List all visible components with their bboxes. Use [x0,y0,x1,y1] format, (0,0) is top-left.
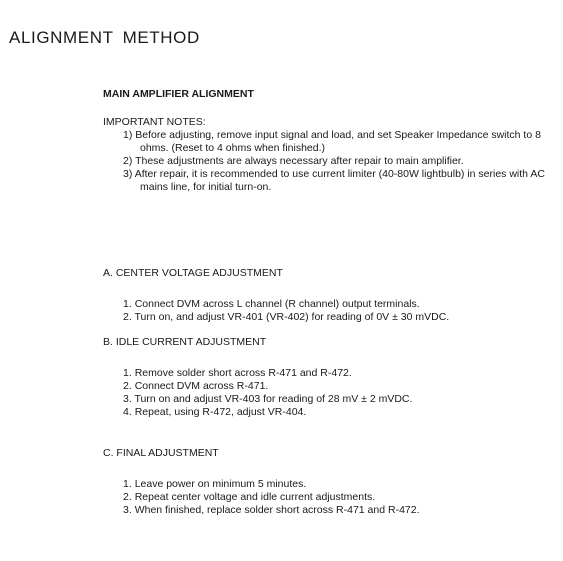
section-heading: A. CENTER VOLTAGE ADJUSTMENT [103,267,283,279]
step-item [103,380,412,393]
center-voltage-section [103,267,449,324]
step-item [103,311,449,324]
idle-current-section [103,336,412,419]
step-text: When finished, replace solder short across R-471 and R-472. [134,504,420,516]
step-number: 1. [123,478,132,490]
main-amplifier-heading: MAIN AMPLIFIER ALIGNMENT [103,88,254,100]
step-text: Leave power on minimum 5 minutes. [134,478,307,490]
step-item [103,504,420,517]
step-number: 2. [123,491,132,503]
steps-list [103,367,412,419]
step-number: 4. [123,406,132,418]
step-number: 1. [123,367,132,379]
note-item [103,129,563,155]
step-item [103,491,420,504]
step-text: Repeat center voltage and idle current adjustments. [134,491,376,503]
step-item [103,406,412,419]
step-text: Remove solder short across R-471 and R-472. [134,367,352,379]
step-item [103,298,449,311]
steps-list [103,298,449,324]
note-text: After repair, it is recommended to use current limiter (40-80W lightbulb) in series with AC mains line, for initial turn-on. [134,168,545,193]
step-number: 3. [123,393,132,405]
step-number: 2. [123,380,132,392]
step-text: Turn on, and adjust VR-401 (VR-402) for reading of 0V ± 30 mVDC. [134,311,450,323]
note-text: Before adjusting, remove input signal and load, and set Speaker Impedance switch to 8 ohms. (Reset to 4 ohms when finished.) [135,129,541,154]
step-text: Connect DVM across L channel (R channel) output terminals. [134,298,420,310]
note-number: 3) [123,168,133,180]
step-number: 3. [123,504,132,516]
step-number: 2. [123,311,132,323]
steps-list [103,478,420,517]
step-item [103,393,412,406]
important-notes-heading: IMPORTANT NOTES: [103,116,206,128]
note-item [103,168,563,194]
note-item [103,155,563,168]
page-title: ALIGNMENT METHOD [9,28,200,47]
step-text: Repeat, using R-472, adjust VR-404. [134,406,307,418]
section-heading: C. FINAL ADJUSTMENT [103,447,219,459]
important-notes [103,116,563,194]
note-number: 2) [123,155,133,167]
section-heading: B. IDLE CURRENT ADJUSTMENT [103,336,267,348]
step-item [103,478,420,491]
final-adjustment-section [103,447,420,517]
note-text: These adjustments are always necessary after repair to main amplifier. [135,155,464,167]
step-number: 1. [123,298,132,310]
note-number: 1) [123,129,133,141]
step-text: Turn on and adjust VR-403 for reading of 28 mV ± 2 mVDC. [134,393,413,405]
step-text: Connect DVM across R-471. [134,380,269,392]
step-item [103,367,412,380]
